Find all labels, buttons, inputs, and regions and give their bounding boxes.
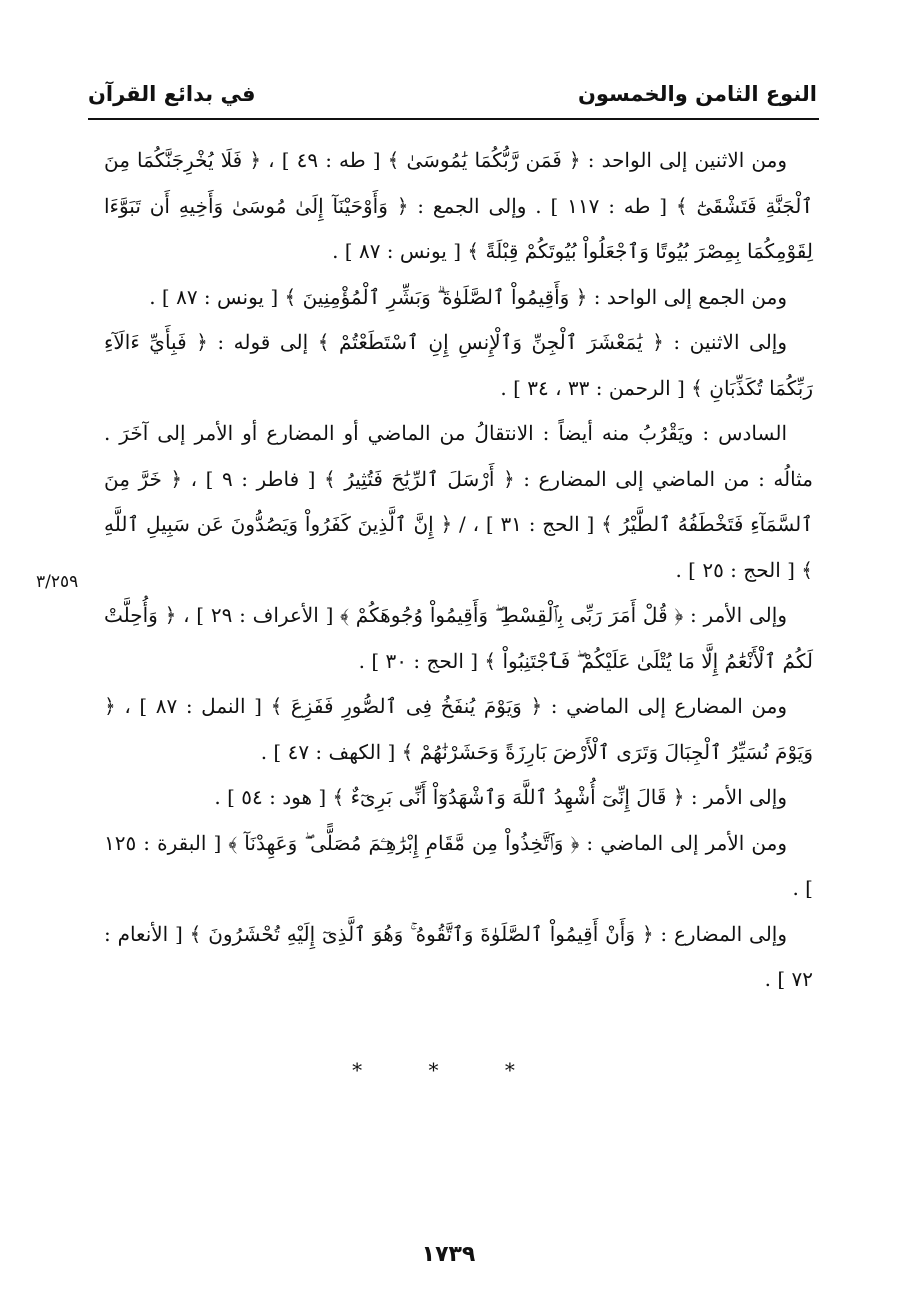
paragraph-7: وإلى الأمر : ﴿ قَالَ إِنِّىٓ أُشْهِدُ ٱللَّهَ وَٱشْهَدُوٓاْ أَنِّى بَرِىٓءٌ ﴾ [ هود : ٥٤ ] . <box>214 785 787 809</box>
paragraph-5: وإلى الأمر : ﴿ قُلْ أَمَرَ رَبِّى بِٱلْقِسْطِ ۖ وَأَقِيمُواْ وُجُوهَكُمْ ﴾ [ الأعراف : ٢٩ ] ، ﴿ وَأُحِلَّتْ لَكُمُ ٱلْأَنْعَٰمُ إِلَّا مَا يُتْلَىٰ عَلَيْكُمْ ۖ فَٱجْتَنِبُواْ ﴾ [ الحج : ٣٠ ] . <box>104 603 813 673</box>
body-text <box>104 138 813 1003</box>
book-title: في بدائع القرآن <box>88 82 256 106</box>
paragraph-6: ومن المضارع إلى الماضي : ﴿ وَيَوْمَ يُنفَخُ فِى ٱلصُّورِ فَفَزِعَ ﴾ [ النمل : ٨٧ ] ، ﴿ وَيَوْمَ نُسَيِّرُ ٱلْجِبَالَ وَتَرَى ٱلْأَرْضَ بَارِزَةً وَحَشَرْنَٰهُمْ ﴾ [ الكهف : ٤٧ ] . <box>104 694 813 764</box>
section-separator: * * * <box>352 1058 545 1082</box>
header-rule <box>88 118 819 120</box>
paragraph-4: السادس : ويَقْرُبُ منه أيضاً : الانتقالُ من الماضي أو المضارع أو الأمر إلى آخَرَ . مثالُه : من الماضي إلى المضارع : ﴿ أَرْسَلَ ٱلرِّيَٰحَ فَتُثِيرُ ﴾ [ فاطر : ٩ ] ، ﴿ خَرَّ مِنَ ٱلسَّمَآءِ فَتَخْطَفُهُ ٱلطَّيْرُ ﴾ [ الحج : ٣١ ] ، / ﴿ إِنَّ ٱلَّذِينَ كَفَرُواْ وَيَصُدُّونَ عَن سَبِيلِ ٱللَّهِ ﴾ [ الحج : ٢٥ ] . <box>104 421 813 582</box>
paragraph-9: وإلى المضارع : ﴿ وَأَنْ أَقِيمُواْ ٱلصَّلَوٰةَ وَٱتَّقُوهُ ۚ وَهُوَ ٱلَّذِىٓ إِلَيْهِ تُحْشَرُونَ ﴾ [ الأنعام : ٧٢ ] . <box>104 921 813 991</box>
page-header <box>88 74 817 114</box>
chapter-title: النوع الثامن والخمسون <box>577 82 817 106</box>
paragraph-2: ومن الجمع إلى الواحد : ﴿ وَأَقِيمُواْ ٱلصَّلَوٰةَ ۗ وَبَشِّرِ ٱلْمُؤْمِنِينَ ﴾ [ يونس : ٨٧ ] . <box>149 284 787 309</box>
page-number: ١٧٣٩ <box>421 1242 476 1267</box>
paragraph-3: وإلى الاثنين : ﴿ يَٰمَعْشَرَ ٱلْجِنِّ وَٱلْإِنسِ إِنِ ٱسْتَطَعْتُمْ ﴾ إلى قوله : ﴿ فَبِأَيِّ ءَالَآءِ رَبِّكُمَا تُكَذِّبَانِ ﴾ [ الرحمن : ٣٣ ، ٣٤ ] . <box>104 330 813 400</box>
margin-reference: ٣/٢٥٩ <box>36 572 79 592</box>
paragraph-1: ومن الاثنين إلى الواحد : ﴿ فَمَن رَّبُّكُمَا يَٰمُوسَىٰ ﴾ [ طه : ٤٩ ] ، ﴿ فَلَا يُخْرِجَنَّكُمَا مِنَ ٱلْجَنَّةِ فَتَشْقَىٰٓ ﴾ [ طه : ١١٧ ] . وإلى الجمع : ﴿ وَأَوْحَيْنَآ إِلَىٰ مُوسَىٰ وَأَخِيهِ أَن تَبَوَّءَا لِقَوْمِكُمَا بِمِصْرَ بُيُوتًا وَٱجْعَلُواْ بُيُوتَكُمْ قِبْلَةً ﴾ [ يونس : ٨٧ ] . <box>104 148 814 263</box>
paragraph-8: ومن الأمر إلى الماضي : ﴿ وَٱتَّخِذُواْ مِن مَّقَامِ إِبْرَٰهِـۧمَ مُصَلًّى ۖ وَعَهِدْنَآ ﴾ [ البقرة : ١٢٥ ] . <box>104 830 813 900</box>
